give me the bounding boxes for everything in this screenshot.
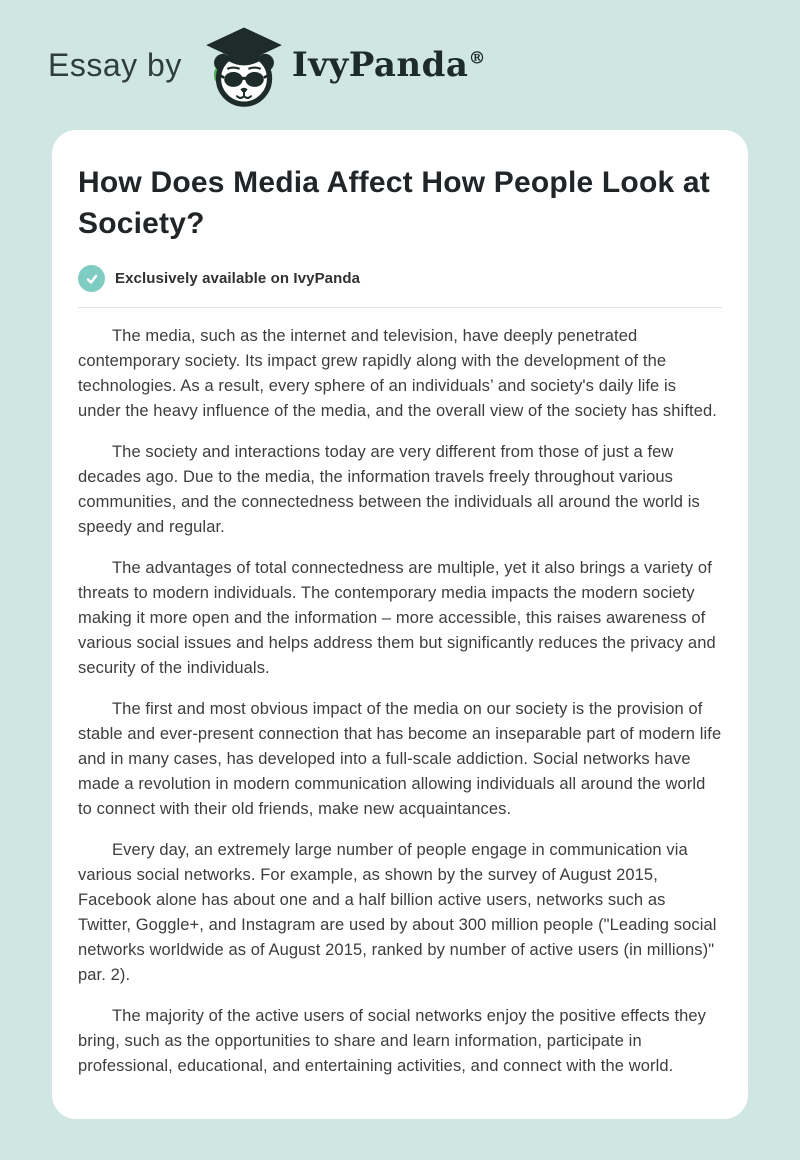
essay-paragraph: The advantages of total connectedness are multiple, yet it also brings a variety of threats to modern individuals. The contemporary media impacts the modern society making it more open and the information – more accessible, this raises awareness of various social issues and helps address them but significantly reduces the privacy and security of the individuals. [78, 559, 716, 678]
panda-graduate-icon [200, 24, 288, 112]
badge-label: Exclusively available on IvyPanda [115, 270, 361, 288]
essay-paragraph: The society and interactions today are very different from those of just a few decades ago. Due to the media, the information travels freely throughout various communities, and the connectedness between the individuals all around the world is speedy and regular. [78, 443, 700, 537]
ivypanda-logo [200, 18, 288, 112]
brand-name: IvyPanda® [291, 45, 486, 85]
essay-card [52, 130, 748, 1119]
essay-paragraph: Every day, an extremely large number of people engage in communication via various social networks. For example, as shown by the survey of August 2015, Facebook alone has about one and a half billion active users, networks such as Twitter, Goggle+, and Instagram are used by about 300 million people ("Leading social networks worldwide as of August 2015, ranked by number of active users (in millions)" par. 2). [78, 841, 717, 985]
divider [78, 307, 722, 308]
essay-by-label: Essay by [48, 46, 182, 83]
essay-paragraph: The first and most obvious impact of the media on our society is the provision of stable and ever-present connection that has become an inseparable part of modern life and in many cases, has developed into a full-scale addiction. Social networks have made a revolution in modern communication allowing individuals all around the world to connect with their old friends, make new acquaintances. [78, 700, 722, 819]
page-title: How Does Media Affect How People Look at Society? [78, 166, 710, 241]
essay-paragraph: The majority of the active users of social networks enjoy the positive effects they bring, such as the opportunities to share and learn information, participate in professional, educational, and entertaining activities, and connect with the world. [78, 1007, 707, 1076]
site-header [0, 0, 800, 130]
checkmark-icon [78, 265, 105, 292]
essay-body [78, 324, 722, 1079]
exclusive-badge [78, 265, 722, 292]
essay-paragraph: The media, such as the internet and television, have deeply penetrated contemporary society. Its impact grew rapidly along with the development of the technologies. As a result, every sphere of an individuals’ and society's daily life is under the heavy influence of the media, and the overall view of the society has shifted. [78, 327, 717, 421]
registered-mark: ® [468, 48, 486, 69]
